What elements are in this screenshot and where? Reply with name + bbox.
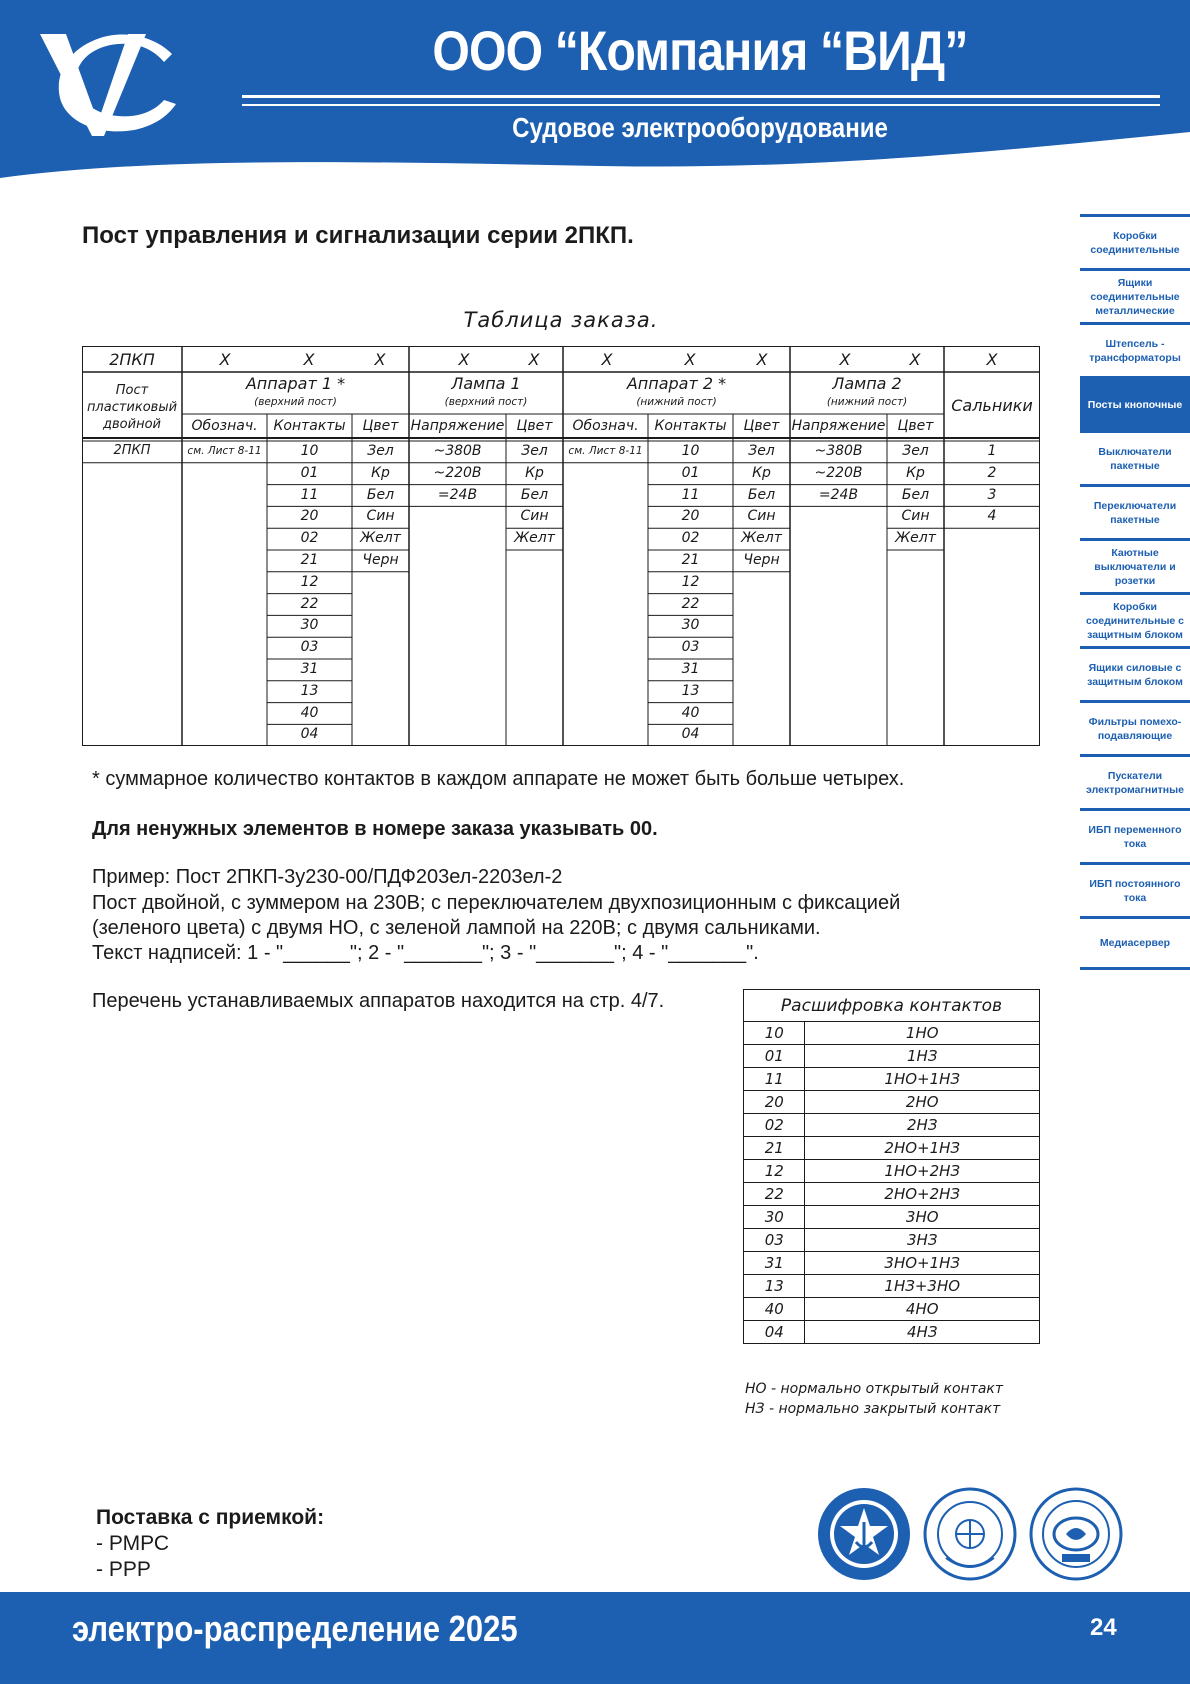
post-type-header: Пост пластиковый двойной bbox=[86, 383, 178, 432]
example-labels-line: Текст надписей: 1 - "______"; 2 - "_______"; 3 - "_______"; 4 - "_______". bbox=[92, 942, 759, 964]
lamp-2-voltage: =24В bbox=[818, 486, 859, 503]
order-code-slot: X bbox=[684, 350, 696, 369]
certification-seal-icon bbox=[1028, 1486, 1124, 1582]
company-name: ООО “Компания “ВИД” bbox=[432, 19, 968, 82]
designation-ref: см. Лист 8-11 bbox=[568, 445, 643, 457]
contact-code: 02 bbox=[744, 1114, 805, 1137]
contacts-table-row bbox=[744, 1298, 1040, 1321]
contact-decoding: 1НЗ+3НО bbox=[805, 1275, 1040, 1298]
glands-count: 4 bbox=[987, 508, 997, 525]
contact-code: 20 bbox=[744, 1091, 805, 1114]
order-code-slot: X bbox=[909, 350, 921, 369]
apparatus-2-subheader: (нижний пост) bbox=[636, 396, 717, 408]
contact-code: 13 bbox=[744, 1275, 805, 1298]
lamp-1-color: Желт bbox=[514, 530, 555, 547]
subheader-designation: Обознач. bbox=[572, 418, 639, 434]
lamp-1-voltage: ~380В bbox=[433, 443, 482, 459]
apparatus-1-color: Черн bbox=[362, 552, 399, 568]
contact-code: 12 bbox=[744, 1160, 805, 1183]
contacts-table-row bbox=[744, 1091, 1040, 1114]
lamp-1-subheader: (верхний пост) bbox=[444, 396, 528, 408]
apparatus-1-color: Син bbox=[366, 508, 395, 525]
apparatus-2-contact-code: 02 bbox=[681, 530, 700, 547]
contacts-table-row bbox=[744, 1321, 1040, 1344]
glands-count: 2 bbox=[987, 464, 997, 481]
legend-no: НО - нормально открытый контакт bbox=[745, 1381, 1004, 1397]
contact-code: 01 bbox=[744, 1045, 805, 1068]
sidebar-item-protected-junction-boxes[interactable]: Коробки соединительные с защитным блоком bbox=[1080, 592, 1190, 646]
apparatus-1-contact-code: 13 bbox=[300, 682, 319, 699]
subheader-voltage: Напряжение bbox=[410, 418, 505, 434]
lamp-1-color: Кр bbox=[525, 464, 544, 481]
contact-decoding: 3НЗ bbox=[805, 1229, 1040, 1252]
contact-decoding: 3НО+1НЗ bbox=[805, 1252, 1040, 1275]
order-code-slot: X bbox=[756, 350, 768, 369]
apparatus-1-color: Желт bbox=[360, 530, 401, 547]
header-divider bbox=[242, 104, 1160, 106]
apparatus-2-contact-code: 11 bbox=[681, 486, 700, 503]
lamp-1-voltage: ~220В bbox=[433, 464, 482, 481]
contact-decoding: 2НЗ bbox=[805, 1114, 1040, 1137]
page-title: Пост управления и сигнализации серии 2ПКП. bbox=[82, 222, 634, 249]
footnote-contacts: * суммарное количество контактов в каждом аппарате не может быть больше четырех. bbox=[92, 768, 905, 790]
apparatus-1-contact-code: 02 bbox=[300, 530, 319, 547]
apparatus-list-reference: Перечень устанавливаемых аппаратов находится на стр. 4/7. bbox=[92, 990, 665, 1012]
apparatus-1-color: Бел bbox=[366, 486, 395, 503]
apparatus-2-contact-code: 21 bbox=[681, 552, 700, 568]
apparatus-1-contact-code: 04 bbox=[300, 726, 319, 743]
contacts-table-row bbox=[744, 1252, 1040, 1275]
subheader-color: Цвет bbox=[362, 418, 399, 434]
apparatus-1-contact-code: 21 bbox=[300, 552, 319, 568]
example-code: Пример: Пост 2ПКП-3у230-00/ПДФ203ел-2203ел-2 bbox=[92, 866, 563, 888]
designation-ref: см. Лист 8-11 bbox=[187, 445, 262, 457]
sidebar-item-power-cases[interactable]: Ящики силовые с защитным блоком bbox=[1080, 646, 1190, 700]
contacts-decoding-table bbox=[743, 989, 1040, 1344]
apparatus-1-contact-code: 12 bbox=[300, 573, 319, 590]
contact-decoding: 4НЗ bbox=[805, 1321, 1040, 1344]
contact-decoding: 1НЗ bbox=[805, 1045, 1040, 1068]
contacts-table-row bbox=[744, 1022, 1040, 1045]
sidebar-item-rotary-switches[interactable]: Выключатели пакетные bbox=[1080, 430, 1190, 484]
lamp-2-color: Желт bbox=[895, 530, 936, 547]
contacts-table-row bbox=[744, 1045, 1040, 1068]
apparatus-1-contact-code: 20 bbox=[300, 508, 319, 525]
page-header bbox=[0, 0, 1190, 190]
subheader-color: Цвет bbox=[743, 418, 780, 434]
order-table bbox=[82, 346, 1040, 746]
contact-code: 10 bbox=[744, 1022, 805, 1045]
apparatus-2-contact-code: 30 bbox=[681, 617, 700, 634]
apparatus-2-contact-code: 10 bbox=[681, 443, 700, 459]
contacts-table-title: Расшифровка контактов bbox=[744, 990, 1040, 1022]
delivery-item: - РРР bbox=[96, 1558, 151, 1581]
sidebar-item-ups-ac[interactable]: ИБП переменного тока bbox=[1080, 808, 1190, 862]
apparatus-1-contact-code: 22 bbox=[300, 595, 319, 612]
subheader-contacts: Контакты bbox=[654, 418, 727, 434]
page-number: 24 bbox=[1090, 1614, 1117, 1641]
note-unused-elements: Для ненужных элементов в номере заказа указывать 00. bbox=[92, 818, 658, 840]
post-value: 2ПКП bbox=[113, 443, 151, 458]
order-code-slot: X bbox=[528, 350, 540, 369]
glands-header: Сальники bbox=[951, 396, 1033, 415]
sidebar-item-ups-dc[interactable]: ИБП постоянного тока bbox=[1080, 862, 1190, 916]
lamp-2-color: Син bbox=[901, 508, 930, 525]
page-footer bbox=[0, 1592, 1190, 1684]
contact-decoding: 1НО+2НЗ bbox=[805, 1160, 1040, 1183]
order-code-slot: X bbox=[374, 350, 386, 369]
lamp-2-voltage: ~220В bbox=[814, 464, 863, 481]
contact-decoding: 1НО+1НЗ bbox=[805, 1068, 1040, 1091]
contact-code: 21 bbox=[744, 1137, 805, 1160]
delivery-item: - РМРС bbox=[96, 1532, 170, 1555]
contacts-table-row bbox=[744, 1068, 1040, 1091]
subheader-voltage: Напряжение bbox=[791, 418, 886, 434]
contact-decoding: 3НО bbox=[805, 1206, 1040, 1229]
lamp-2-voltage: ~380В bbox=[814, 443, 863, 459]
apparatus-1-contact-code: 11 bbox=[300, 486, 319, 503]
apparatus-1-contact-code: 10 bbox=[300, 443, 319, 459]
contact-code: 40 bbox=[744, 1298, 805, 1321]
lamp-1-color: Зел bbox=[521, 443, 548, 459]
example-description-line: (зеленого цвета) с двумя НО, с зеленой лампой на 220В; с двумя сальниками. bbox=[92, 917, 821, 939]
glands-count: 3 bbox=[987, 486, 997, 503]
apparatus-2-contact-code: 04 bbox=[681, 726, 700, 743]
sidebar-item-push-button-posts[interactable]: Посты кнопочные bbox=[1080, 376, 1190, 430]
lamp-2-header: Лампа 2 bbox=[832, 374, 902, 393]
company-logo-icon bbox=[36, 28, 180, 140]
apparatus-2-color: Желт bbox=[741, 530, 782, 547]
sidebar-item-media-server[interactable]: Медиасервер bbox=[1080, 916, 1190, 970]
apparatus-2-contact-code: 12 bbox=[681, 573, 700, 590]
apparatus-2-contact-code: 40 bbox=[681, 704, 700, 721]
example-description-line: Пост двойной, с зуммером на 230В; с переключателем двухпозиционным с фиксацией bbox=[92, 892, 901, 914]
order-code-slot: X bbox=[601, 350, 613, 369]
lamp-2-color: Зел bbox=[902, 443, 929, 459]
apparatus-1-contact-code: 30 bbox=[300, 617, 319, 634]
lamp-2-color: Кр bbox=[906, 464, 925, 481]
subheader-color: Цвет bbox=[516, 418, 553, 434]
header-divider bbox=[242, 95, 1160, 98]
rmrs-seal-icon bbox=[816, 1486, 912, 1582]
sidebar-item-filters[interactable]: Фильтры помехо-подавляющие bbox=[1080, 700, 1190, 754]
footer-title: электро-распределение 2025 bbox=[72, 1608, 518, 1649]
order-code-slot: X bbox=[839, 350, 851, 369]
catalog-sidebar bbox=[1080, 214, 1190, 970]
apparatus-2-contact-code: 31 bbox=[681, 661, 700, 677]
contact-code: 03 bbox=[744, 1229, 805, 1252]
apparatus-1-color: Кр bbox=[371, 464, 390, 481]
delivery-heading: Поставка с приемкой: bbox=[96, 1506, 325, 1529]
sidebar-item-rotary-changeovers[interactable]: Переключатели пакетные bbox=[1080, 484, 1190, 538]
contact-decoding: 2НО bbox=[805, 1091, 1040, 1114]
contacts-table-row bbox=[744, 1229, 1040, 1252]
contact-code: 04 bbox=[744, 1321, 805, 1344]
order-table-caption: Таблица заказа. bbox=[463, 308, 659, 332]
apparatus-1-contact-code: 03 bbox=[300, 639, 319, 656]
header-subtitle: Судовое электрооборудование bbox=[512, 112, 888, 143]
order-code-slot: X bbox=[458, 350, 470, 369]
legend-nz: НЗ - нормально закрытый контакт bbox=[745, 1401, 1001, 1417]
contact-decoding: 4НО bbox=[805, 1298, 1040, 1321]
order-code-slot: X bbox=[219, 350, 231, 369]
lamp-1-header: Лампа 1 bbox=[451, 374, 521, 393]
lamp-1-voltage: =24В bbox=[437, 486, 478, 503]
contact-code: 30 bbox=[744, 1206, 805, 1229]
apparatus-1-subheader: (верхний пост) bbox=[254, 396, 337, 408]
apparatus-1-contact-code: 40 bbox=[300, 704, 319, 721]
contact-decoding: 2НО+1НЗ bbox=[805, 1137, 1040, 1160]
order-code-slot: X bbox=[303, 350, 315, 369]
apparatus-2-contact-code: 03 bbox=[681, 639, 700, 656]
rrr-seal-icon bbox=[922, 1486, 1018, 1582]
delivery-acceptance bbox=[96, 1505, 324, 1583]
sidebar-item-plug-transformers[interactable]: Штепсель - трансформаторы bbox=[1080, 322, 1190, 376]
apparatus-1-header: Аппарат 1 * bbox=[245, 374, 346, 393]
apparatus-2-contact-code: 22 bbox=[681, 595, 700, 612]
lamp-1-color: Син bbox=[520, 508, 549, 525]
subheader-contacts: Контакты bbox=[273, 418, 346, 434]
apparatus-2-header: Аппарат 2 * bbox=[626, 374, 727, 393]
contacts-table-row bbox=[744, 1183, 1040, 1206]
sidebar-item-metal-junction-cases[interactable]: Ящики соединительные металлические bbox=[1080, 268, 1190, 322]
contacts-table-row bbox=[744, 1275, 1040, 1298]
sidebar-item-cabin-switches[interactable]: Каютные выключатели и розетки bbox=[1080, 538, 1190, 592]
lamp-1-color: Бел bbox=[520, 486, 549, 503]
apparatus-2-color: Кр bbox=[752, 464, 771, 481]
subheader-color: Цвет bbox=[897, 418, 934, 434]
contacts-table-row bbox=[744, 1206, 1040, 1229]
contact-decoding: 2НО+2НЗ bbox=[805, 1183, 1040, 1206]
contact-code: 31 bbox=[744, 1252, 805, 1275]
apparatus-2-contact-code: 20 bbox=[681, 508, 700, 525]
glands-count: 1 bbox=[987, 443, 997, 459]
apparatus-1-color: Зел bbox=[367, 443, 394, 459]
order-code-slot: X bbox=[986, 350, 998, 369]
order-code-series: 2ПКП bbox=[109, 350, 155, 369]
sidebar-item-starters[interactable]: Пускатели электромагнитные bbox=[1080, 754, 1190, 808]
contact-decoding: 1НО bbox=[805, 1022, 1040, 1045]
subheader-designation: Обознач. bbox=[191, 418, 258, 434]
apparatus-2-color: Черн bbox=[743, 552, 780, 568]
contacts-table-row bbox=[744, 1114, 1040, 1137]
apparatus-2-color: Зел bbox=[748, 443, 775, 459]
apparatus-2-contact-code: 01 bbox=[681, 464, 700, 481]
sidebar-item-junction-boxes[interactable]: Коробки соединительные bbox=[1080, 214, 1190, 268]
contact-code: 11 bbox=[744, 1068, 805, 1091]
contacts-table-row bbox=[744, 1137, 1040, 1160]
apparatus-1-contact-code: 31 bbox=[300, 661, 319, 677]
contact-code: 22 bbox=[744, 1183, 805, 1206]
contacts-table-row bbox=[744, 1160, 1040, 1183]
apparatus-1-contact-code: 01 bbox=[300, 464, 319, 481]
apparatus-2-color: Бел bbox=[747, 486, 776, 503]
apparatus-2-color: Син bbox=[747, 508, 776, 525]
lamp-2-subheader: (нижний пост) bbox=[826, 396, 908, 408]
apparatus-2-contact-code: 13 bbox=[681, 682, 700, 699]
lamp-2-color: Бел bbox=[901, 486, 930, 503]
